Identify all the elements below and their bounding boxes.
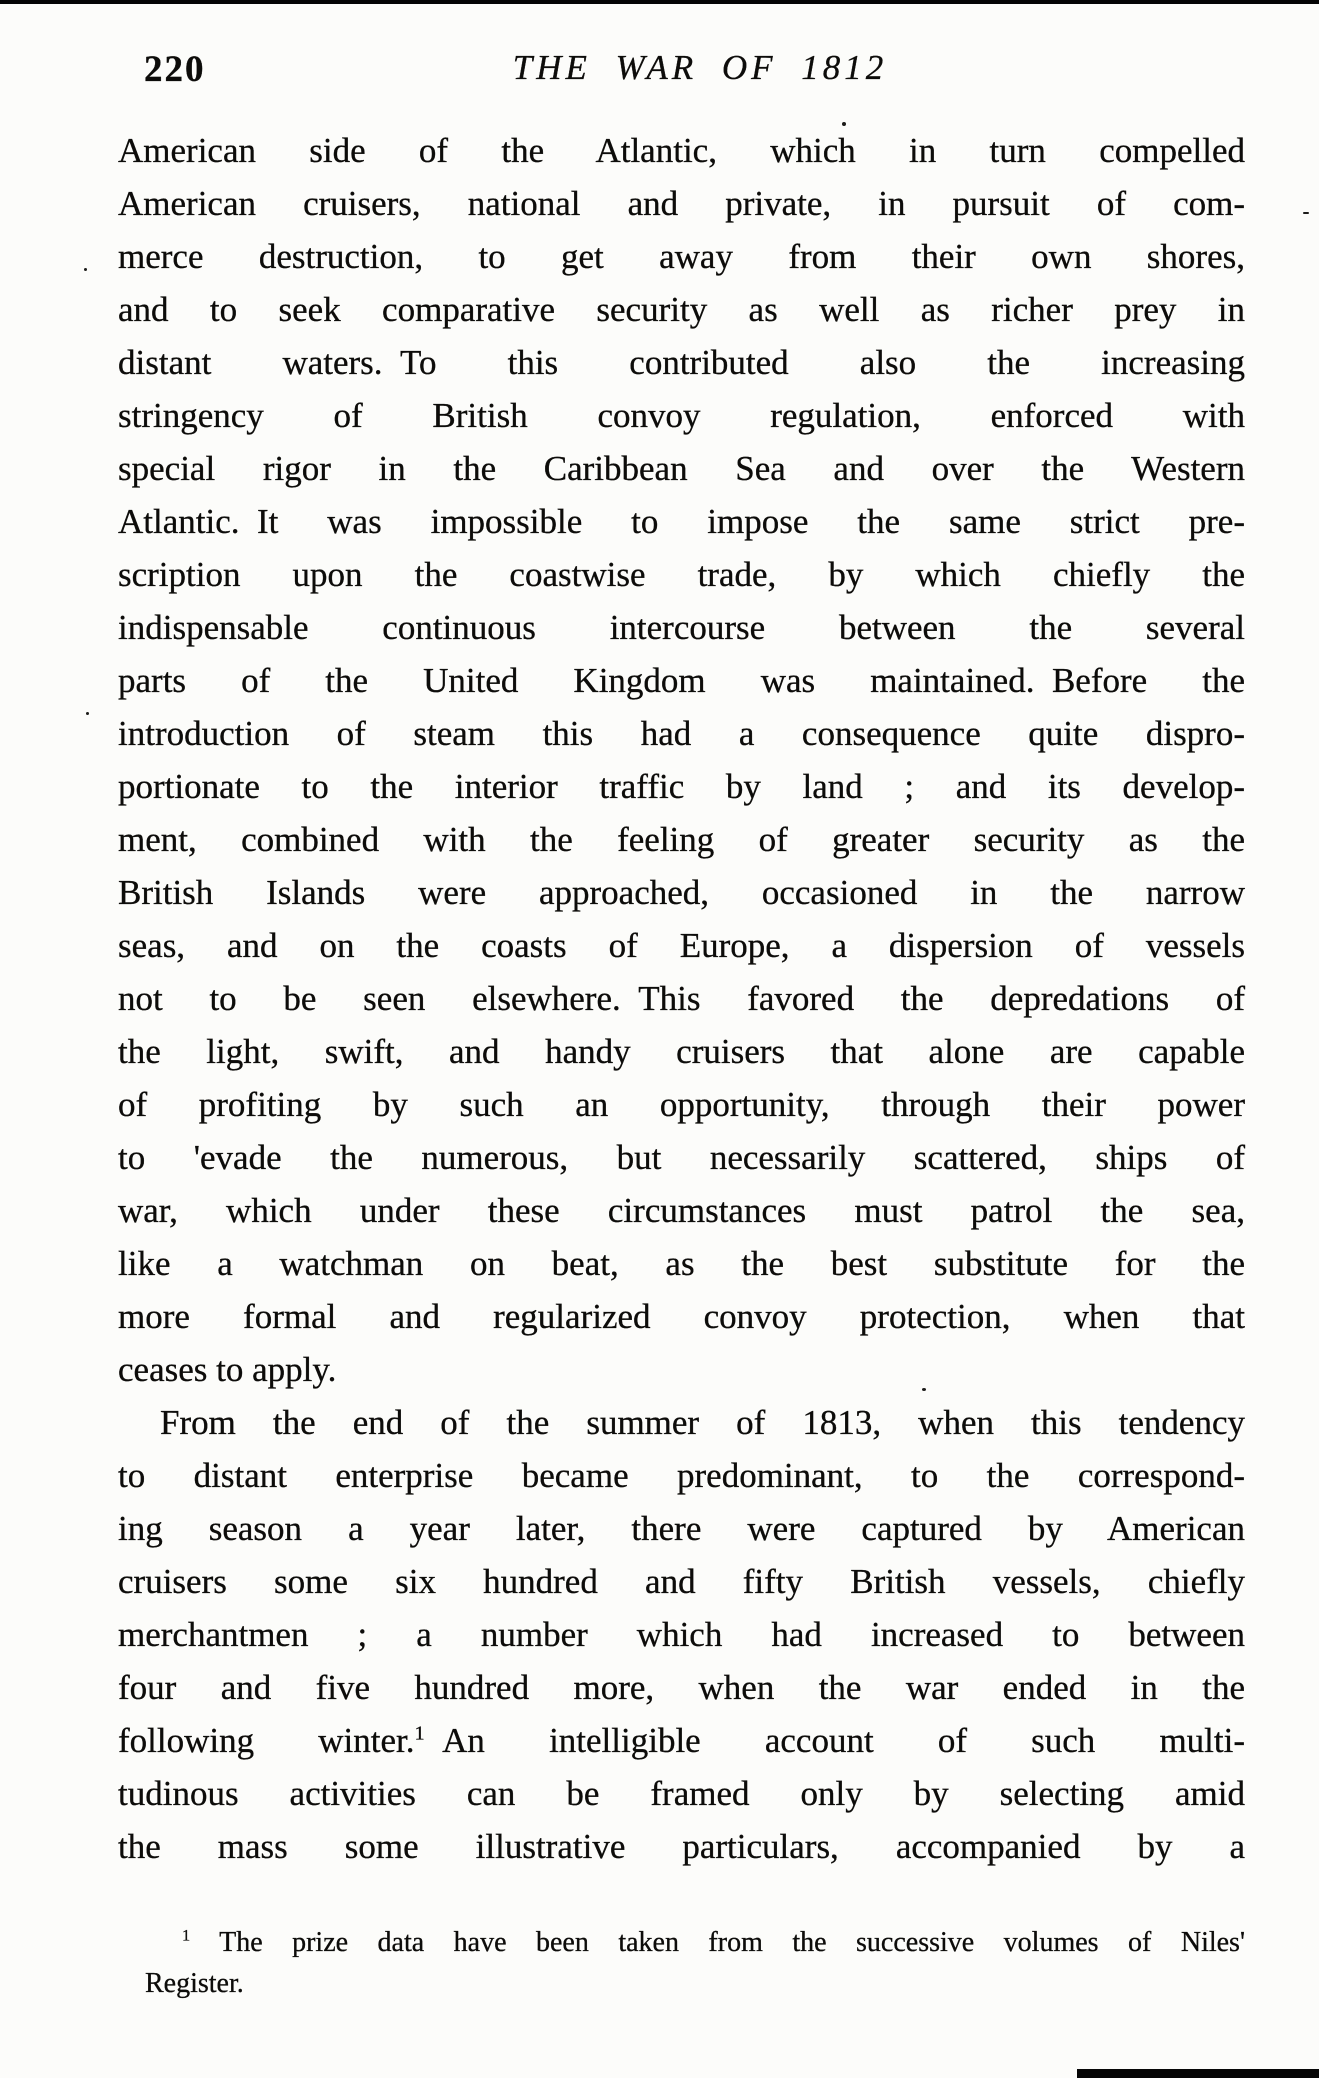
text-line: special rigor in the Caribbean Sea and over the Western <box>118 449 1245 488</box>
scan-speck <box>84 268 87 271</box>
text-line: the mass some illustrative particulars, accompanied by a <box>118 1827 1245 1866</box>
scan-speck <box>86 712 89 715</box>
text-line: ment, combined with the feeling of greater security as the <box>118 820 1245 859</box>
text-line: cruisers some six hundred and fifty British vessels, chiefly <box>118 1562 1245 1601</box>
text-line: like a watchman on beat, as the best substitute for the <box>118 1244 1245 1283</box>
page-number: 220 <box>144 49 206 90</box>
text-line: $^1$ The prize data have been taken from the successive volumes of Niles' <box>182 1926 1245 1958</box>
running-title: THE WAR OF 1812 <box>512 48 888 87</box>
scan-speck <box>842 122 846 126</box>
text-line: merce destruction, to get away from their own shores, <box>118 237 1245 276</box>
text-line: Register. <box>145 1968 244 1999</box>
text-line: ceases to apply. <box>118 1350 337 1389</box>
text-line: of profiting by such an opportunity, through their power <box>118 1085 1245 1124</box>
text-line: more formal and regularized convoy protection, when that <box>118 1297 1245 1336</box>
body-text <box>118 124 1245 1873</box>
scan-artifact-top-edge <box>0 0 1319 4</box>
text-line: to distant enterprise became predominant, to the correspond- <box>118 1456 1245 1495</box>
text-line: British Islands were approached, occasioned in the narrow <box>118 873 1245 912</box>
footnote <box>145 1922 1245 2004</box>
text-line: indispensable continuous intercourse between the several <box>118 608 1245 647</box>
text-line: four and five hundred more, when the war ended in the <box>118 1668 1245 1707</box>
text-line: the light, swift, and handy cruisers that alone are capable <box>118 1032 1245 1071</box>
text-line: From the end of the summer of 1813, when this tendency <box>160 1403 1245 1442</box>
text-line: tudinous activities can be framed only by selecting amid <box>118 1774 1245 1813</box>
text-line: parts of the United Kingdom was maintained. Before the <box>118 661 1245 700</box>
text-line: Atlantic. It was impossible to impose the same strict pre- <box>118 502 1245 541</box>
text-line: ing season a year later, there were captured by American <box>118 1509 1245 1548</box>
text-line: following winter.$^1$ An intelligible account of such multi- <box>118 1721 1246 1760</box>
scan-speck <box>1303 212 1309 214</box>
text-line: American cruisers, national and private, in pursuit of com- <box>118 184 1245 223</box>
text-line: war, which under these circumstances must patrol the sea, <box>118 1191 1245 1230</box>
scan-speck <box>922 1388 926 1391</box>
text-line: to 'evade the numerous, but necessarily scattered, ships of <box>118 1138 1245 1177</box>
text-line: distant waters. To this contributed also the increasing <box>118 343 1245 382</box>
scan-artifact-bottom-bar <box>1077 2069 1319 2078</box>
text-line: introduction of steam this had a consequence quite dispro- <box>118 714 1245 753</box>
text-line: American side of the Atlantic, which in turn compelled <box>118 131 1245 170</box>
text-line: stringency of British convoy regulation, enforced with <box>118 396 1245 435</box>
text-line: and to seek comparative security as well as richer prey in <box>118 290 1245 329</box>
text-line: merchantmen ; a number which had increased to between <box>118 1615 1245 1654</box>
text-line: portionate to the interior traffic by land ; and its develop- <box>118 767 1245 806</box>
text-line: not to be seen elsewhere. This favored the depredations of <box>118 979 1245 1018</box>
text-line: scription upon the coastwise trade, by which chiefly the <box>118 555 1245 594</box>
text-line: seas, and on the coasts of Europe, a dispersion of vessels <box>118 926 1245 965</box>
